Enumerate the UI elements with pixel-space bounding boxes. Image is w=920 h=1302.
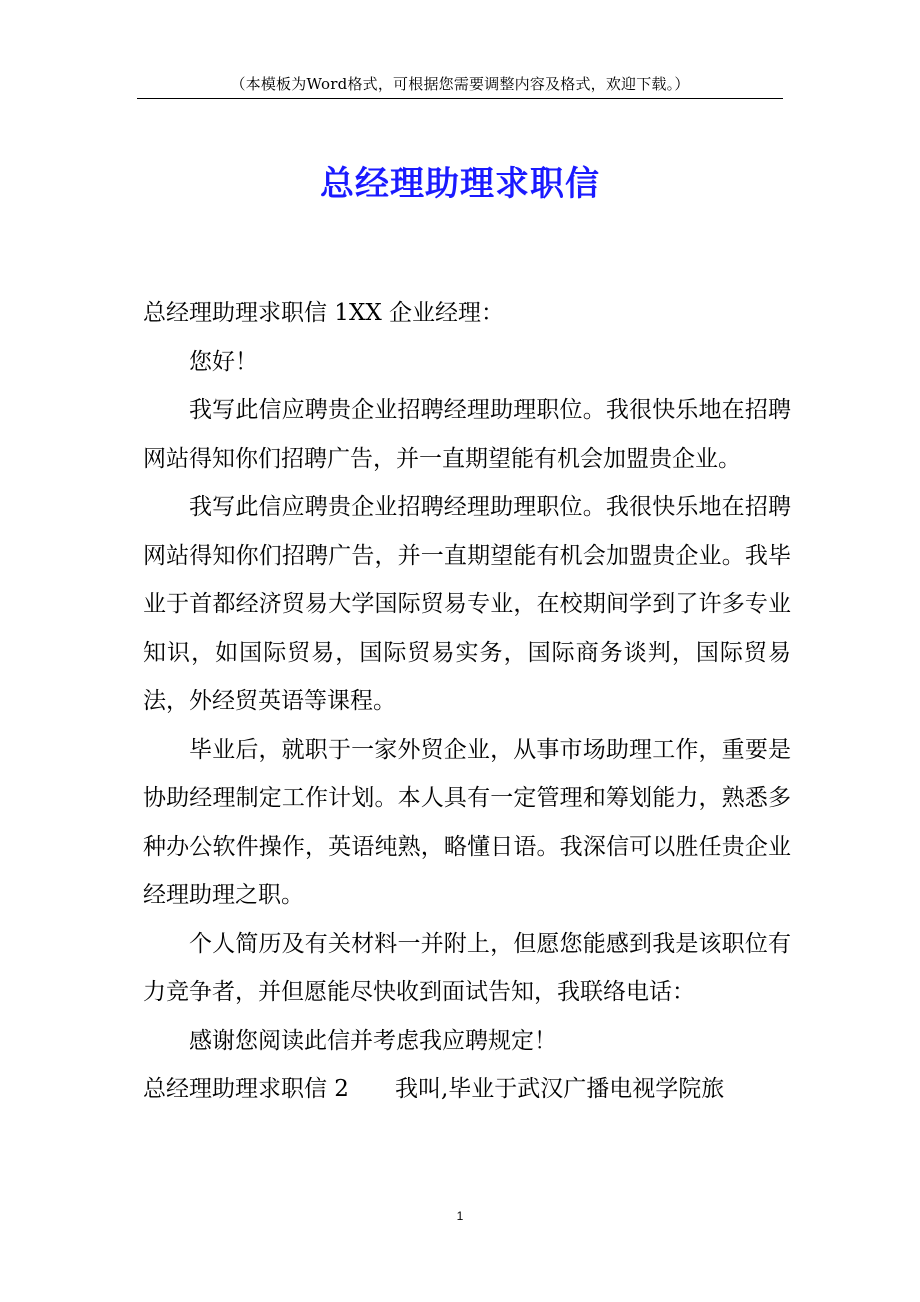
header-note: （本模板为Word格式，可根据您需要调整内容及格式，欢迎下载。） xyxy=(137,70,783,99)
letter2-heading: 总经理助理求职信 2 xyxy=(143,1076,349,1102)
letter1-paragraph: 个人简历及有关材料一并附上，但愿您能感到我是该职位有力竞争者，并但愿能尽快收到面试告知，我联络电话： xyxy=(143,930,791,1005)
letter2-start xyxy=(143,1065,791,1114)
letter1-paragraph: 我写此信应聘贵企业招聘经理助理职位。我很快乐地在招聘网站得知你们招聘广告，并一直期望能有机会加盟贵企业。我毕业于首都经济贸易大学国际贸易专业，在校期间学到了许多专业知识，如国际贸易，国际贸易实务，国际商务谈判，国际贸易法，外经贸英语等课程。 xyxy=(143,494,791,714)
letter2-opening: 我叫,毕业于武汉广播电视学院旅 xyxy=(394,1076,725,1102)
document-title: 总经理助理求职信 xyxy=(320,164,600,204)
letter1-paragraph: 我写此信应聘贵企业招聘经理助理职位。我很快乐地在招聘网站得知你们招聘广告，并一直期望能有机会加盟贵企业。 xyxy=(143,397,791,472)
letter1-heading: 总经理助理求职信 1XX 企业经理： xyxy=(143,300,505,326)
letter1-paragraph: 毕业后，就职于一家外贸企业，从事市场助理工作，重要是协助经理制定工作计划。本人具有一定管理和筹划能力，熟悉多种办公软件操作，英语纯熟，略懂日语。我深信可以胜任贵企业经理助理之职。 xyxy=(143,736,791,908)
letter1-paragraph: 感谢您阅读此信并考虑我应聘规定！ xyxy=(189,1027,557,1054)
letter-body xyxy=(143,289,791,1114)
page-number: 1 xyxy=(456,1209,464,1223)
letter1-greeting: 您好！ xyxy=(189,348,258,375)
